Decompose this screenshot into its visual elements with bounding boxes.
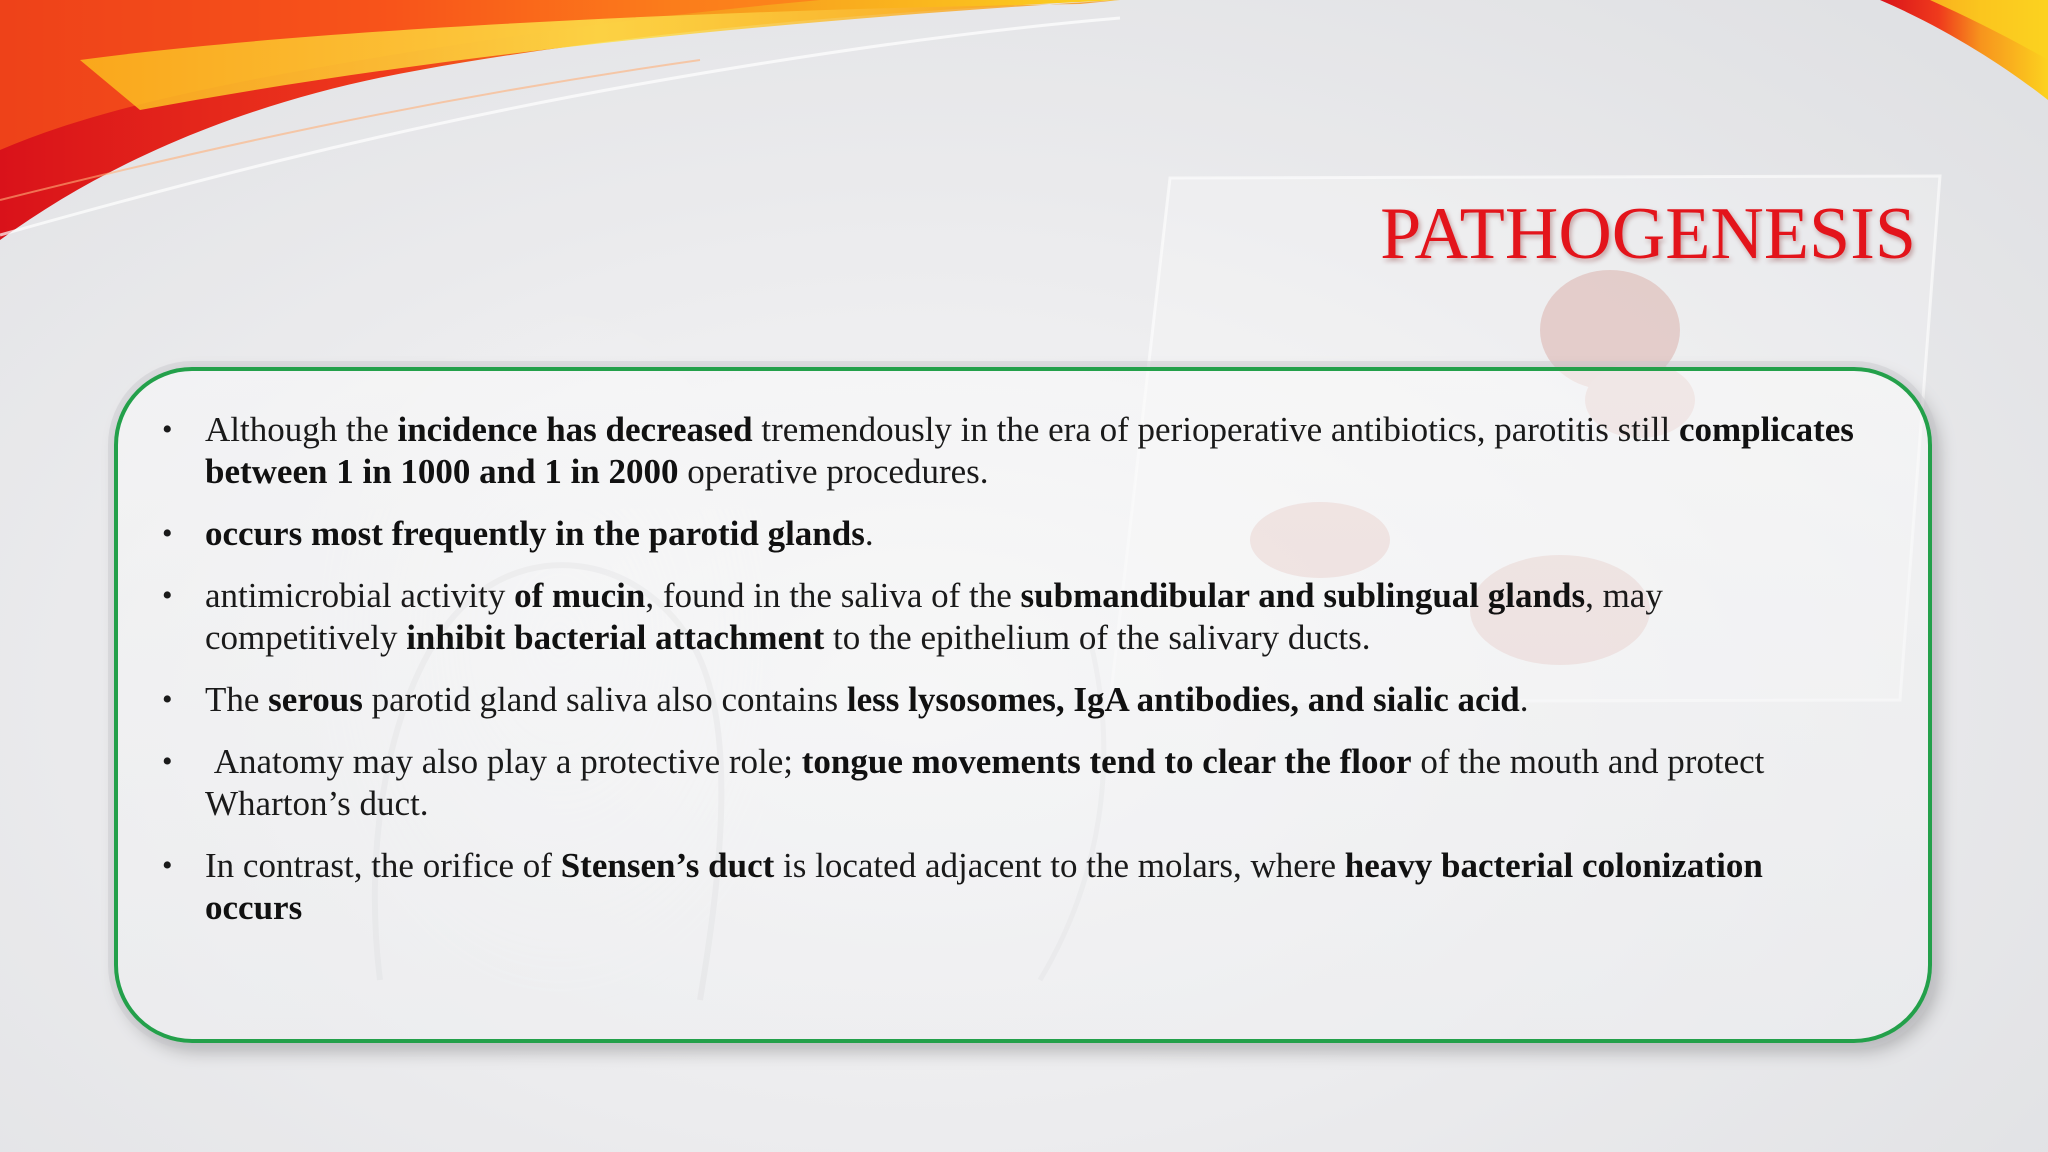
bullet-icon: • — [162, 849, 173, 882]
bullet-text: to the epithelium of the salivary ducts. — [824, 618, 1371, 657]
bullet-text: In contrast, the orifice of — [205, 846, 561, 885]
bullet-text: of the mouth and protect Wharton’s duct. — [205, 742, 1765, 823]
bullet-item — [162, 513, 1862, 555]
bullet-text-bold: heavy bacterial colonization occurs — [205, 846, 1763, 927]
bullet-text-bold: incidence has decreased — [397, 410, 753, 449]
bullet-text: Anatomy may also play a protective role; — [205, 742, 802, 781]
bullet-text: , found in the saliva of the — [645, 576, 1021, 615]
content-box — [114, 367, 1932, 1043]
bullet-text: . — [864, 514, 874, 553]
bullet-item — [162, 409, 1862, 493]
bullet-text: The — [205, 680, 269, 719]
bullet-item — [162, 575, 1862, 659]
bullet-text: , may competitively — [205, 576, 1663, 657]
bullet-text-bold: serous — [268, 680, 363, 719]
bullet-text: operative procedures. — [678, 452, 989, 491]
bullet-item — [162, 679, 1862, 721]
bullet-icon: • — [162, 745, 173, 778]
bullet-item — [162, 741, 1862, 825]
bullet-text: tremendously in the era of perioperative antibiotics, parotitis still — [752, 410, 1679, 449]
bullet-text: is located adjacent to the molars, where — [774, 846, 1345, 885]
bullet-text-bold: occurs most frequently in the parotid glands — [205, 514, 865, 553]
bullet-icon: • — [162, 413, 173, 446]
bullet-item — [162, 845, 1862, 929]
bullet-icon: • — [162, 517, 173, 550]
bullet-list — [162, 409, 1862, 949]
slide-title: PATHOGENESIS — [1380, 193, 1916, 275]
bullet-text-bold: inhibit bacterial attachment — [406, 618, 825, 657]
bullet-text-bold: complicates between 1 in 1000 and 1 in 2000 — [205, 410, 1854, 491]
bullet-text: parotid gland saliva also contains — [362, 680, 847, 719]
bullet-text-bold: of mucin — [514, 576, 646, 615]
bullet-text-bold: tongue movements tend to clear the floor — [801, 742, 1412, 781]
bullet-text-bold: less lysosomes, IgA antibodies, and sialic acid — [846, 680, 1520, 719]
header-swoosh-right — [1880, 0, 2048, 100]
bullet-text: antimicrobial activity — [205, 576, 515, 615]
bullet-icon: • — [162, 683, 173, 716]
bullet-text: Although the — [205, 410, 398, 449]
bullet-text-bold: Stensen’s duct — [560, 846, 775, 885]
header-swoosh — [0, 0, 1120, 240]
bullet-text-bold: submandibular and sublingual glands — [1020, 576, 1586, 615]
bullet-text: . — [1519, 680, 1529, 719]
bullet-icon: • — [162, 579, 173, 612]
